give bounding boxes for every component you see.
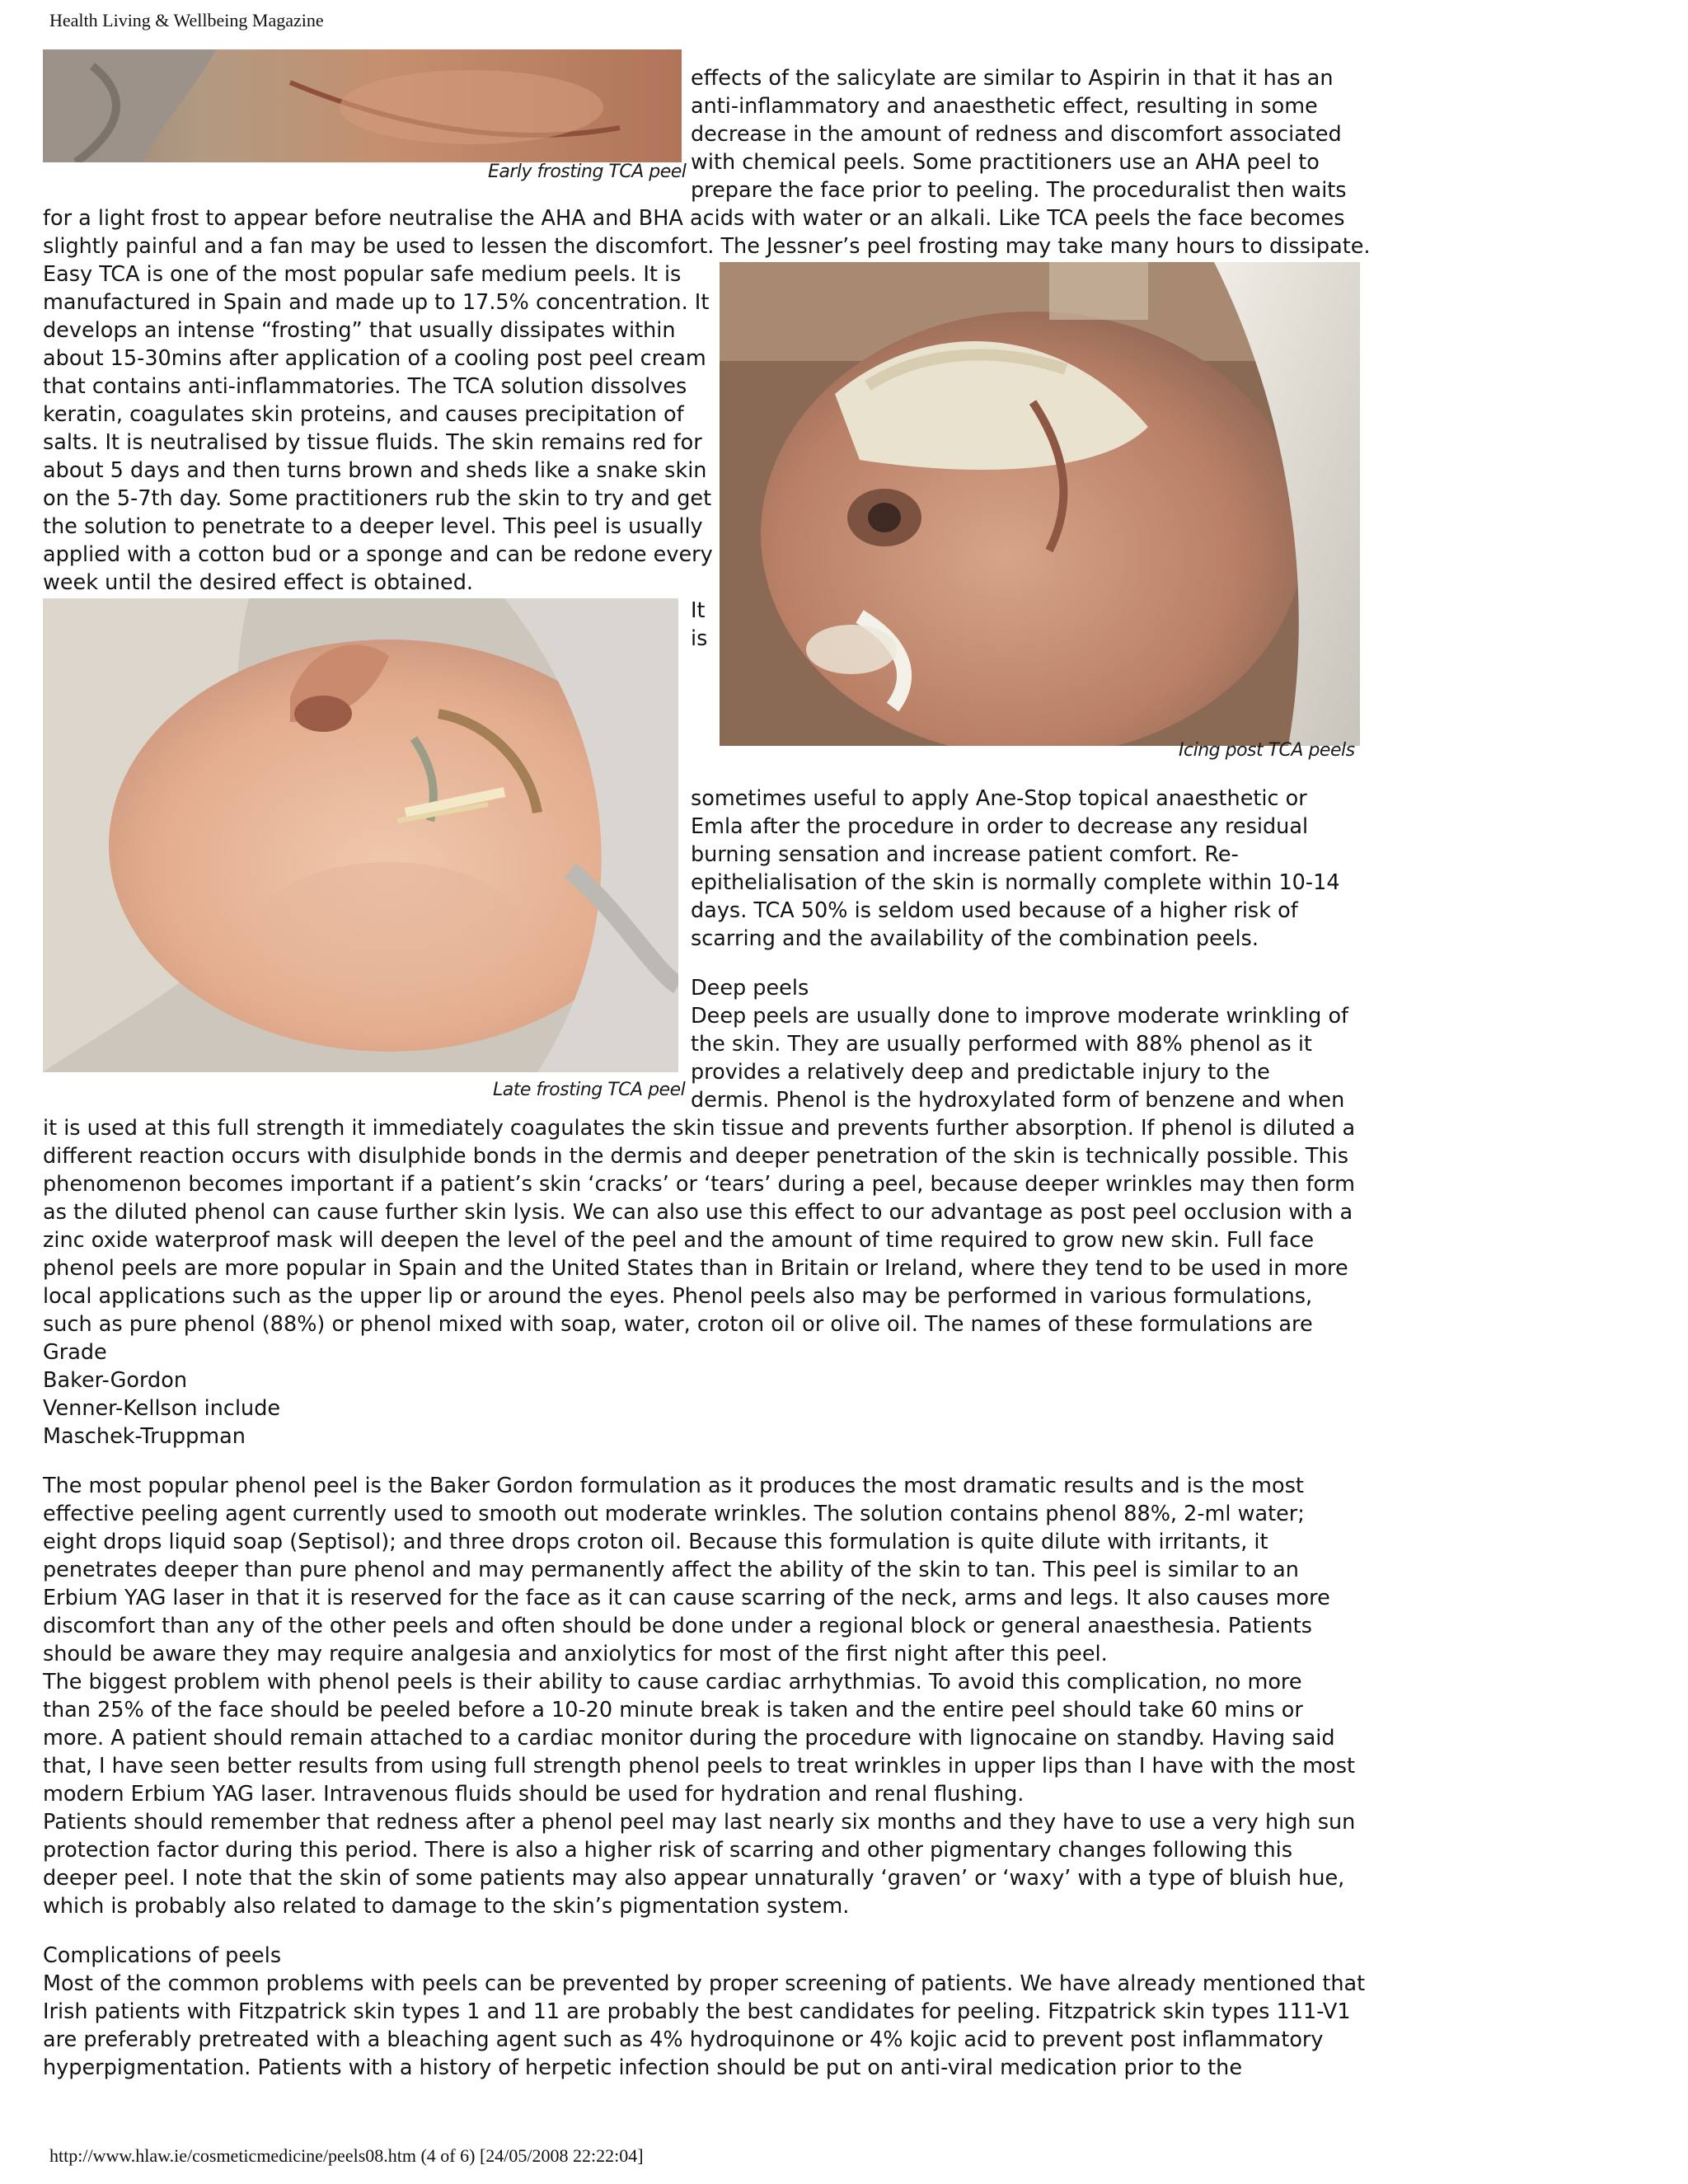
text-line: for a light frost to appear before neutralise the AHA and BHA acids with water or an alkali. Like TCA peels the face becomes: [43, 206, 1345, 231]
text-line: Most of the common problems with peels can be prevented by proper screening of patients. We have already mentioned that: [43, 1971, 1366, 1996]
late-frosting-photo: [43, 598, 678, 1072]
text-line: with chemical peels. Some practitioners use an AHA peel to: [691, 150, 1320, 175]
text-line: salts. It is neutralised by tissue fluids. The skin remains red for: [43, 430, 702, 455]
text-line: The biggest problem with phenol peels is their ability to cause cardiac arrhythmias. To avoid this complication, no more: [43, 1670, 1302, 1694]
text-line: as the diluted phenol can cause further skin lysis. We can also use this effect to our advantage as post peel occlusion with a: [43, 1200, 1353, 1225]
text-line: it is used at this full strength it immediately coagulates the skin tissue and prevents further absorption. If phenol is diluted a: [43, 1116, 1356, 1141]
text-line: week until the desired effect is obtained.: [43, 570, 473, 595]
late-frosting-caption: Late frosting TCA peel: [493, 1080, 686, 1100]
icing-photo: [720, 262, 1360, 746]
text-line: The most popular phenol peel is the Baker Gordon formulation as it produces the most dramatic results and is the most: [43, 1474, 1304, 1498]
text-line: zinc oxide waterproof mask will deepen the level of the peel and the amount of time required to grow new skin. Full face: [43, 1228, 1315, 1253]
text-line: phenomenon becomes important if a patient’s skin ‘cracks’ or ‘tears’ during a peel, because deeper wrinkles may then form: [43, 1172, 1356, 1197]
text-line: Irish patients with Fitzpatrick skin types 1 and 11 are probably the best candidates for peeling. Fitzpatrick skin types 111-V1: [43, 1999, 1351, 2024]
text-line: should be aware they may require analgesia and anxiolytics for most of the first night after this peel.: [43, 1642, 1108, 1666]
text-line: hyperpigmentation. Patients with a history of herpetic infection should be put on anti-viral medication prior to the: [43, 2055, 1243, 2080]
text-line: about 15-30mins after application of a cooling post peel cream: [43, 346, 706, 371]
early-frosting-photo: [43, 49, 682, 162]
text-line: Emla after the procedure in order to decrease any residual: [691, 814, 1309, 839]
text-line: than 25% of the face should be peeled before a 10-20 minute break is taken and the entire peel should take 60 mins or: [43, 1698, 1303, 1722]
text-line: It: [691, 598, 706, 623]
text-line: anti-inflammatory and anaesthetic effect, resulting in some: [691, 94, 1318, 119]
text-line: that, I have seen better results from using full strength phenol peels to treat wrinkles in upper lips than I have with the most: [43, 1754, 1356, 1779]
text-line: phenol peels are more popular in Spain and the United States than in Britain or Ireland, where they tend to be used in more: [43, 1256, 1348, 1281]
text-line: Patients should remember that redness after a phenol peel may last nearly six months and they have to use a very high sun: [43, 1810, 1356, 1835]
text-line: epithelialisation of the skin is normally complete within 10-14: [691, 870, 1340, 895]
section-heading-complications: Complications of peels: [43, 1943, 282, 1968]
text-line: prepare the face prior to peeling. The proceduralist then waits: [691, 178, 1347, 203]
text-line: more. A patient should remain attached to a cardiac monitor during the procedure with lignocaine on standby. Having said: [43, 1726, 1335, 1750]
text-line: are preferably pretreated with a bleaching agent such as 4% hydroquinone or 4% kojic acid to prevent post inflammatory: [43, 2027, 1324, 2052]
text-line: Venner-Kellson include: [43, 1396, 281, 1421]
page-url-footer: http://www.hlaw.ie/cosmeticmedicine/peels08.htm (4 of 6) [24/05/2008 22:22:04]: [49, 2145, 644, 2166]
text-line: the solution to penetrate to a deeper level. This peel is usually: [43, 514, 703, 539]
text-line: Maschek-Truppman: [43, 1424, 246, 1449]
text-line: Baker-Gordon: [43, 1368, 188, 1393]
text-line: decrease in the amount of redness and discomfort associated: [691, 122, 1342, 147]
text-line: Erbium YAG laser in that it is reserved for the face as it can cause scarring of the neck, arms and legs. It also causes more: [43, 1586, 1330, 1610]
text-line: deeper peel. I note that the skin of some patients may also appear unnaturally ‘graven’ or ‘waxy’ with a type of bluish hue,: [43, 1866, 1345, 1891]
text-line: local applications such as the upper lip or around the eyes. Phenol peels also may be performed in various formulations,: [43, 1284, 1313, 1309]
text-line: modern Erbium YAG laser. Intravenous fluids should be used for hydration and renal flushing.: [43, 1782, 1025, 1807]
text-line: about 5 days and then turns brown and sheds like a snake skin: [43, 458, 707, 483]
text-line: keratin, coagulates skin proteins, and causes precipitation of: [43, 402, 684, 427]
text-line: slightly painful and a fan may be used to lessen the discomfort. The Jessner’s peel frosting may take many hours to dissipate.: [43, 234, 1371, 259]
text-line: which is probably also related to damage to the skin’s pigmentation system.: [43, 1894, 850, 1919]
text-line: eight drops liquid soap (Septisol); and three drops croton oil. Because this formulation is quite dilute with irritants, it: [43, 1530, 1268, 1554]
text-line: applied with a cotton bud or a sponge and can be redone every: [43, 542, 713, 567]
text-line: effective peeling agent currently used to smooth out moderate wrinkles. The solution contains phenol 88%, 2-ml water;: [43, 1502, 1305, 1526]
text-line: on the 5-7th day. Some practitioners rub the skin to try and get: [43, 486, 712, 511]
text-line: is: [691, 626, 708, 651]
text-line: days. TCA 50% is seldom used because of a higher risk of: [691, 898, 1298, 923]
text-line: Grade: [43, 1340, 107, 1365]
text-line: discomfort than any of the other peels and often should be done under a regional block or general anaesthesia. Patients: [43, 1614, 1312, 1638]
text-line: develops an intense “frosting” that usually dissipates within: [43, 318, 676, 343]
magazine-header: Health Living & Wellbeing Magazine: [49, 10, 324, 30]
text-line: scarring and the availability of the combination peels.: [691, 926, 1259, 951]
text-line: dermis. Phenol is the hydroxylated form of benzene and when: [691, 1088, 1345, 1113]
text-line: that contains anti-inflammatories. The TCA solution dissolves: [43, 374, 687, 399]
section-heading-deep-peels: Deep peels: [691, 976, 809, 1001]
text-line: Deep peels are usually done to improve moderate wrinkling of: [691, 1004, 1349, 1029]
early-frosting-caption: Early frosting TCA peel: [488, 162, 687, 182]
text-line: burning sensation and increase patient comfort. Re-: [691, 842, 1239, 867]
text-line: the skin. They are usually performed with 88% phenol as it: [691, 1032, 1312, 1057]
text-line: provides a relatively deep and predictable injury to the: [691, 1060, 1270, 1085]
icing-caption: Icing post TCA peels: [1179, 740, 1355, 761]
text-line: penetrates deeper than pure phenol and may permanently affect the ability of the skin to tan. This peel is similar to an: [43, 1558, 1299, 1582]
text-line: effects of the salicylate are similar to Aspirin in that it has an: [691, 66, 1334, 91]
text-line: sometimes useful to apply Ane-Stop topical anaesthetic or: [691, 786, 1307, 811]
text-line: Easy TCA is one of the most popular safe medium peels. It is: [43, 262, 682, 287]
text-line: manufactured in Spain and made up to 17.5% concentration. It: [43, 290, 710, 315]
text-line: such as pure phenol (88%) or phenol mixed with soap, water, croton oil or olive oil. The names of these formulations are: [43, 1312, 1313, 1337]
text-line: different reaction occurs with disulphide bonds in the dermis and deeper penetration of the skin is technically possible. This: [43, 1144, 1349, 1169]
text-line: protection factor during this period. There is also a higher risk of scarring and other pigmentary changes following this: [43, 1838, 1293, 1863]
